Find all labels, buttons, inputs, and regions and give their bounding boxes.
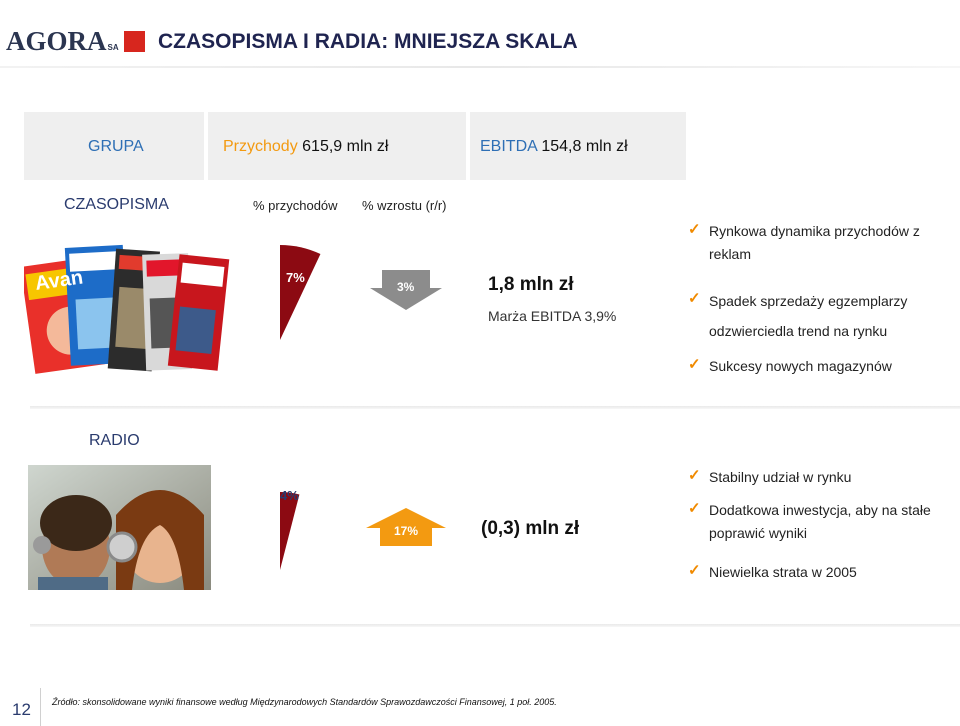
section-divider	[30, 624, 960, 627]
list-item: ✓ Sukcesy nowych magazynów	[688, 355, 958, 378]
svg-text:Avan: Avan	[33, 266, 85, 295]
column-header-growth: % wzrostu (r/r)	[362, 198, 447, 213]
check-icon: ✓	[688, 467, 701, 484]
list-item: ✓ Stabilny udział w rynku	[688, 466, 958, 489]
check-icon: ✓	[688, 562, 701, 579]
source-note: Źródło: skonsolidowane wyniki finansowe według Międzynarodowych Standardów Sprawozdawczości Finansowej, 1 poł. 2005.	[52, 697, 557, 707]
magazines-share-pie	[262, 240, 342, 350]
revenue-summary	[223, 138, 388, 156]
list-item: ✓ Niewielka strata w 2005	[688, 561, 958, 584]
title-square-icon	[124, 31, 145, 52]
ebitda-summary	[480, 138, 628, 156]
check-icon: ✓	[688, 221, 701, 238]
page-title: CZASOPISMA I RADIA: MNIEJSZA SKALA	[158, 30, 578, 53]
revenue-label: Przychody	[223, 138, 298, 155]
list-item: ✓ Rynkowa dynamika przychodów z reklam	[688, 220, 958, 266]
page-number: 12	[12, 700, 31, 719]
title-divider	[0, 66, 960, 68]
revenue-value: 615,9 mln zł	[302, 138, 389, 155]
radio-growth-label: 17%	[394, 524, 419, 538]
list-item: ✓ Dodatkowa inwestycja, aby na stałe poprawić wyniki	[688, 499, 958, 545]
radio-ebitda-value: (0,3) mln zł	[481, 518, 580, 539]
group-label: GRUPA	[88, 138, 144, 155]
logo-text: AGORA	[6, 26, 107, 56]
magazines-photo	[24, 238, 236, 376]
radio-share-label: 4%	[280, 488, 299, 503]
pie-slice	[280, 245, 320, 340]
agora-logo	[6, 28, 119, 54]
ebitda-label: EBITDA	[480, 138, 537, 155]
list-item: ✓ Spadek sprzedaży egzemplarzy odzwierciedla trend na rynku	[688, 286, 958, 346]
section-divider	[30, 406, 960, 409]
magazines-margin: Marża EBITDA 3,9%	[488, 308, 617, 324]
check-icon: ✓	[688, 356, 701, 373]
radio-section-label: RADIO	[89, 432, 140, 449]
magazines-growth-label: 3%	[397, 280, 415, 294]
check-icon: ✓	[688, 290, 701, 307]
column-header-share: % przychodów	[253, 198, 338, 213]
magazines-share-label: 7%	[286, 270, 305, 285]
check-icon: ✓	[688, 500, 701, 517]
pie-slice	[280, 492, 299, 570]
magazines-ebitda-value: 1,8 mln zł	[488, 274, 574, 295]
logo-suffix: SA	[107, 43, 119, 52]
ebitda-value: 154,8 mln zł	[541, 138, 628, 155]
footer-divider	[40, 688, 41, 726]
magazines-section-label: CZASOPISMA	[64, 196, 169, 213]
radio-photo	[28, 465, 211, 590]
